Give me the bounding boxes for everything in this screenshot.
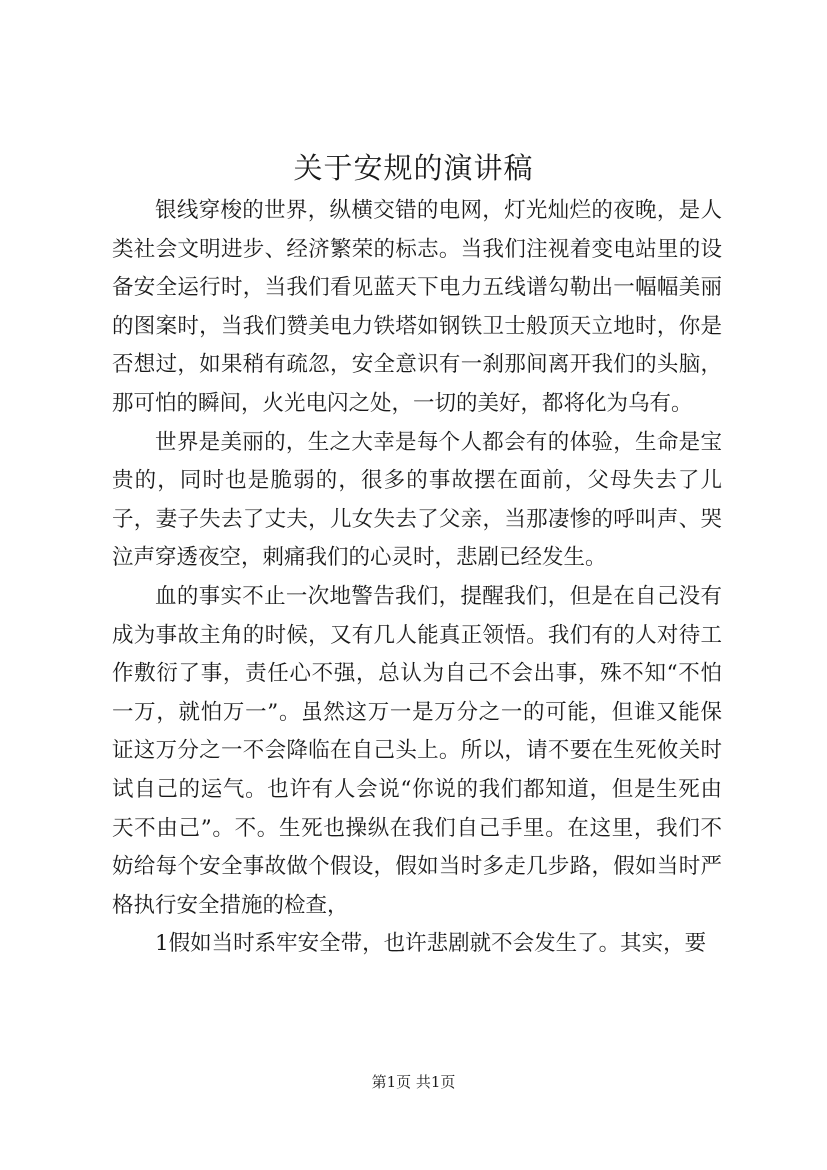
document-title: 关于安规的演讲稿 bbox=[293, 151, 534, 185]
paragraph: 血的事实不止一次地警告我们，提醒我们，但是在自己没有成为事故主角的时候，又有几人能真正领悟。我们有的人对待工作敷衍了事，责任心不强，总认为自己不会出事，殊不知“不怕一万，就怕万一”。虽然这万一是万分之一的可能，但谁又能保证这万分之一不会降临在自己头上。所以，请不要在生死攸关时试自己的运气。也许有人会说“你说的我们都知道，但是生死由天不由己”。不。生死也操纵在我们自己手里。在这里，我们不妨给每个安全事故做个假设，假如当时多走几步路，假如当时严格执行安全措施的检查， bbox=[112, 583, 722, 918]
document-body bbox=[112, 192, 722, 964]
paragraph: 世界是美丽的，生之大幸是每个人都会有的体验，生命是宝贵的，同时也是脆弱的，很多的事故摆在面前，父母失去了儿子，妻子失去了丈夫，儿女失去了父亲，当那凄惨的呼叫声、哭泣声穿透夜空，刺痛我们的心灵时，悲剧已经发生。 bbox=[112, 429, 722, 571]
paragraph: 1假如当时系牢安全带，也许悲剧就不会发生了。其实，要 bbox=[155, 931, 707, 957]
paragraph: 银线穿梭的世界，纵横交错的电网，灯光灿烂的夜晚，是人类社会文明进步、经济繁荣的标志。当我们注视着变电站里的设备安全运行时，当我们看见蓝天下电力五线谱勾勒出一幅幅美丽的图案时，当我们赞美电力铁塔如钢铁卫士般顶天立地时，你是否想过，如果稍有疏忽，安全意识有一刹那间离开我们的头脑，那可怕的瞬间，火光电闪之处，一切的美好，都将化为乌有。 bbox=[112, 198, 722, 416]
page-footer: 第1页 共1页 bbox=[371, 1073, 456, 1091]
